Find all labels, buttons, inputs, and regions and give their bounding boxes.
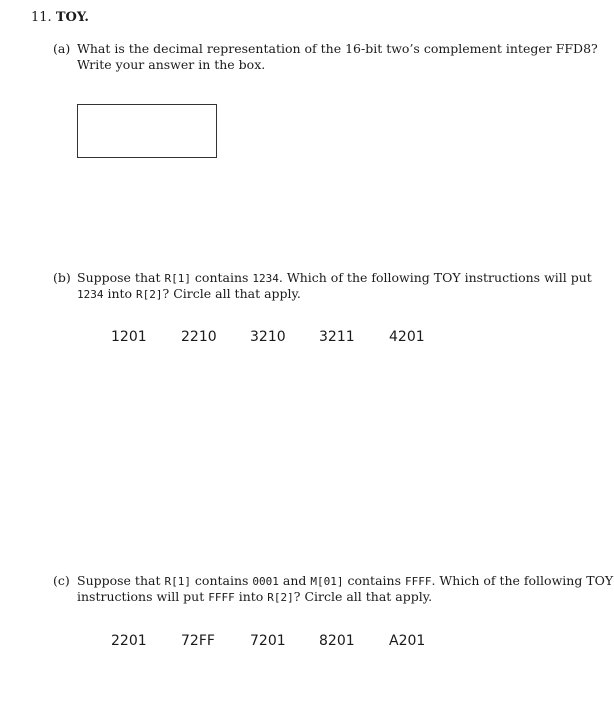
part-b-question-line1: Suppose that R[1] contains 1234. Which of the following TOY instructions will put	[77, 270, 592, 285]
value-1234: 1234	[77, 288, 104, 301]
part-b-option-4[interactable]: 3211	[319, 329, 355, 345]
part-c-option-2[interactable]: 72FF	[181, 633, 215, 649]
register-r1: R[1]	[164, 272, 191, 285]
register-r2: R[2]	[136, 288, 163, 301]
memory-m01: M[01]	[310, 575, 344, 588]
part-b-option-2[interactable]: 2210	[181, 329, 217, 345]
problem-heading	[31, 10, 89, 25]
part-b-label: (b)	[53, 270, 71, 285]
part-b-option-5[interactable]: 4201	[389, 329, 425, 345]
part-a-question-line2: Write your answer in the box.	[77, 57, 266, 72]
part-a-label: (a)	[53, 41, 71, 56]
part-b-question-line2: 1234 into R[2]? Circle all that apply.	[77, 286, 301, 301]
answer-box[interactable]	[77, 104, 217, 158]
part-c-question-line2: instructions will put FFFF into R[2]? Circle all that apply.	[77, 589, 433, 604]
part-c-option-5[interactable]: A201	[389, 633, 426, 649]
problem-title: TOY.	[55, 10, 89, 25]
part-a-question-line1: What is the decimal representation of the 16-bit two’s complement integer FFD8?	[77, 41, 598, 56]
part-c-option-4[interactable]: 8201	[319, 633, 355, 649]
part-c-label: (c)	[53, 573, 70, 588]
part-c-question-line1: Suppose that R[1] contains 0001 and M[01] contains FFFF. Which of the following TOY	[77, 573, 614, 588]
value-0001: 0001	[252, 575, 279, 588]
part-c-option-3[interactable]: 7201	[250, 633, 286, 649]
value-ffff: FFFF	[404, 575, 432, 588]
value-1234: 1234	[252, 272, 279, 285]
part-b-option-3[interactable]: 3210	[250, 329, 286, 345]
part-c-option-1[interactable]: 2201	[111, 633, 147, 649]
register-r2: R[2]	[267, 591, 294, 604]
value-ffff: FFFF	[208, 591, 235, 604]
register-r1: R[1]	[164, 575, 191, 588]
part-b-option-1[interactable]: 1201	[111, 329, 147, 345]
problem-number: 11.	[31, 10, 52, 25]
